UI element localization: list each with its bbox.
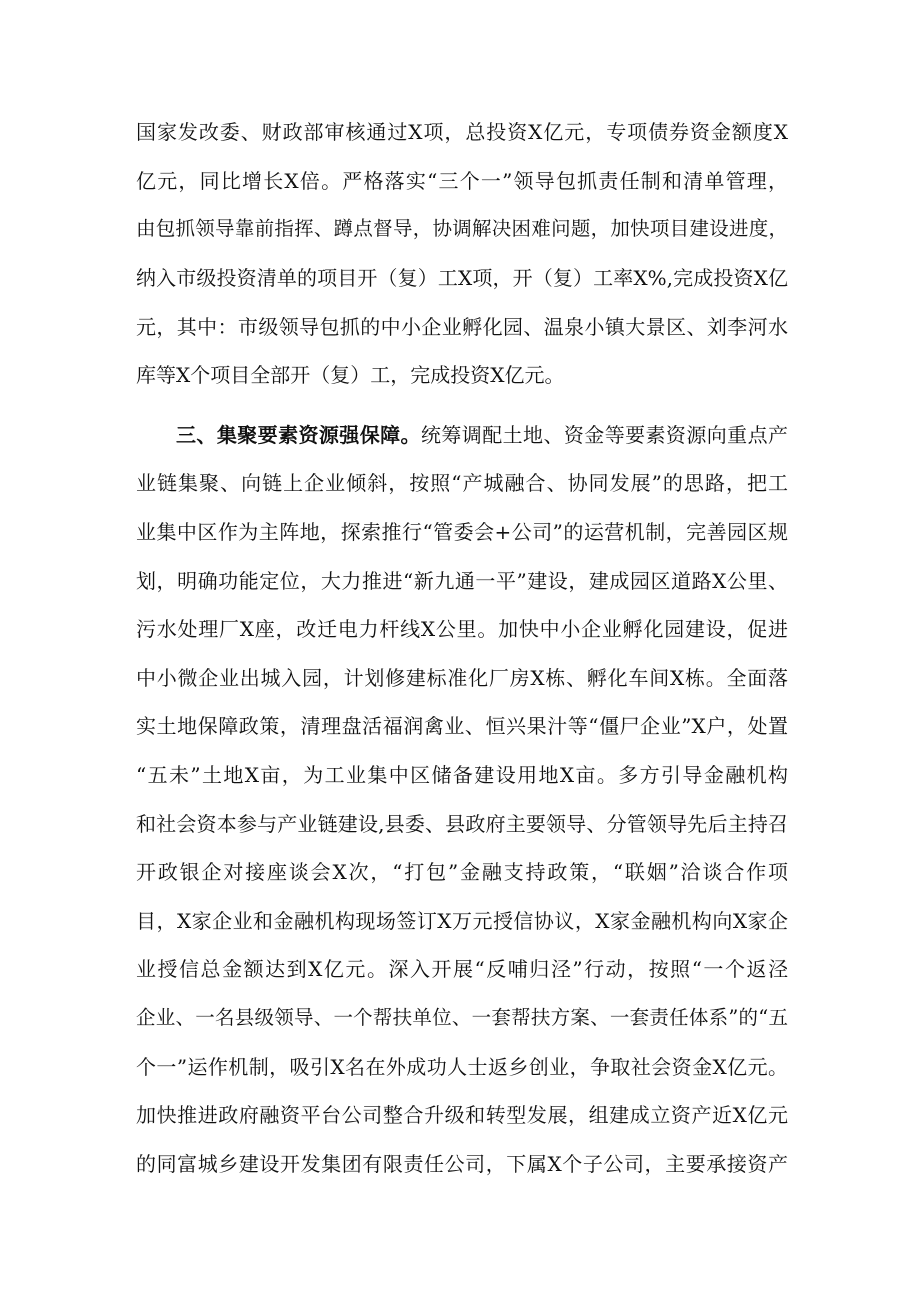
text-line: 开政银企对接座谈会X次，“打包”金融支持政策，“联姻”洽谈合作项 xyxy=(136,860,788,884)
text-line: 元，其中：市级领导包抓的中小企业孵化园、温泉小镇大景区、刘李河水 xyxy=(136,315,788,339)
text-line: 业链集聚、向链上企业倾斜，按照“产城融合、协同发展”的思路，把工 xyxy=(136,471,788,495)
text-line-first xyxy=(176,420,788,450)
text-line: 和社会资本参与产业链建设,县委、县政府主要领导、分管领导先后主持召 xyxy=(136,812,788,836)
text-line: 加快推进政府融资平台公司整合升级和转型发展，组建成立资产近X亿元 xyxy=(136,1103,788,1127)
text-line: 由包抓领导靠前指挥、蹲点督导，协调解决困难问题，加快项目建设进度， xyxy=(136,217,788,240)
text-line: 中小微企业出城入园，计划修建标准化厂房X栋、孵化车间X栋。全面落 xyxy=(136,666,788,690)
text-line: 的同富城乡建设开发集团有限责任公司，下属X个子公司，主要承接资产 xyxy=(136,1152,788,1176)
text-line: 国家发改委、财政部审核通过X项，总投资X亿元，专项债券资金额度X xyxy=(136,120,788,144)
text-line: 污水处理厂X座，改迁电力杆线X公里。加快中小企业孵化园建设，促进 xyxy=(136,617,788,641)
text-line: 划，明确功能定位，大力推进“新九通一平”建设，建成园区道路X公里、 xyxy=(136,569,788,593)
text-line: 纳入市级投资清单的项目开（复）工X项，开（复）工率X%,完成投资X亿 xyxy=(136,266,788,290)
text-line: 库等X个项目全部开（复）工，完成投资X亿元。 xyxy=(136,363,565,387)
text-line: 业集中区作为主阵地，探索推行“管委会+公司”的运营机制，完善园区规 xyxy=(136,520,788,544)
text-line: 实土地保障政策，清理盘活福润禽业、恒兴果汁等“僵尸企业”X户，处置 xyxy=(136,714,788,738)
text-line: 个一”运作机制，吸引X名在外成功人士返乡创业，争取社会资金X亿元。 xyxy=(136,1055,788,1079)
text-line: 亿元，同比增长X倍。严格落实“三个一”领导包抓责任制和清单管理， xyxy=(136,169,788,193)
text-line: 企业、一名县级领导、一个帮扶单位、一套帮扶方案、一套责任体系”的“五 xyxy=(136,1006,788,1029)
text-line: 业授信总金额达到X亿元。深入开展“反哺归泾”行动，按照“一个返泾 xyxy=(136,957,788,981)
section-heading: 三、集聚要素资源强保障。 xyxy=(176,423,421,447)
text-run: 统筹调配土地、资金等要素资源向重点产 xyxy=(420,423,789,447)
text-line: “五未”土地X亩，为工业集中区储备建设用地X亩。多方引导金融机构 xyxy=(136,763,788,787)
text-line: 目，X家企业和金融机构现场签订X万元授信协议，X家金融机构向X家企 xyxy=(136,909,788,933)
